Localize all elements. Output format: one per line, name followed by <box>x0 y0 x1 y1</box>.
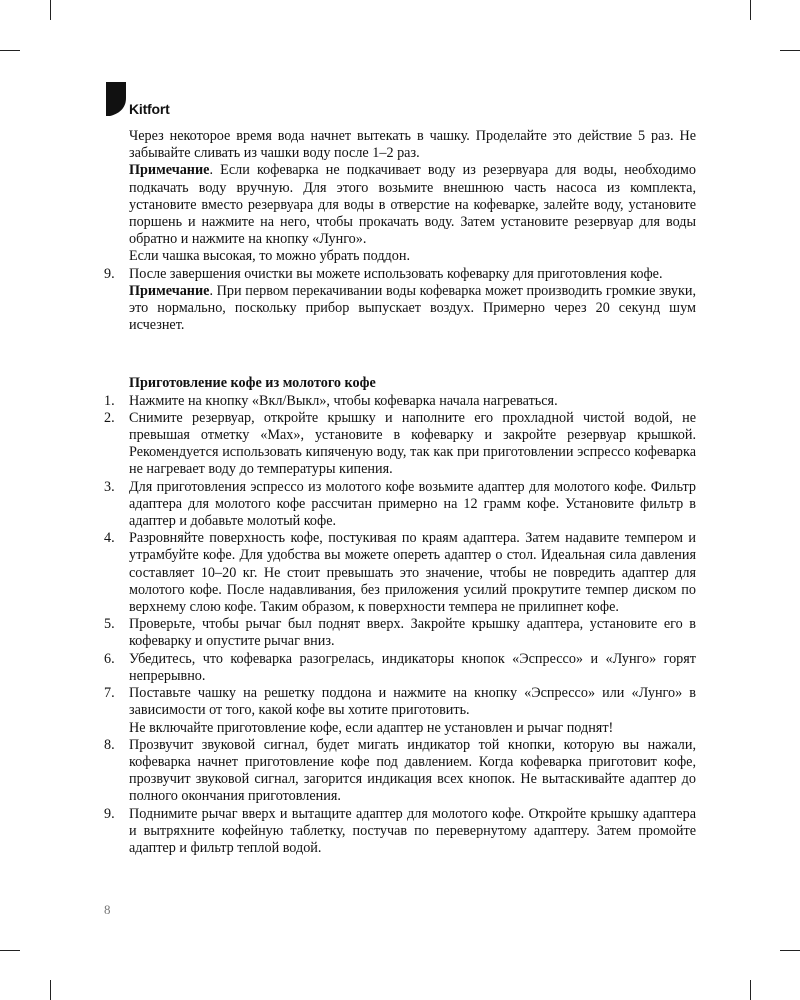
page-number: 8 <box>104 902 111 917</box>
note-label: Примечание <box>129 282 210 299</box>
list-item <box>104 479 696 531</box>
list-text: После завершения очистки вы можете использовать кофеварку для приготовления кофе. <box>129 265 663 282</box>
list-number: 1. <box>104 392 115 409</box>
list-item <box>104 266 696 283</box>
list-text: Разровняйте поверхность кофе, постукивая по краям адаптера. Затем надавите темпером и утрамбуйте кофе. Для удобства вы можете опереть адаптер о стол. Идеальная сила давления составляет 10–20 кг. Не стоит превышать это значение, чтобы не повредить адаптер для молотого кофе. После надавливания, без приложения усилий прокрутите темпер диском по верхнему слою кофе. Таким образом, к поверхности темпера не прилипнет кофе. <box>129 530 696 616</box>
list-item <box>104 806 696 858</box>
list-item <box>104 393 696 410</box>
document-body <box>104 128 696 857</box>
list-item <box>104 737 696 806</box>
warning-text: Не включайте приготовление кофе, если адаптер не установлен и рычаг поднят! <box>129 719 614 736</box>
list-number: 5. <box>104 616 115 633</box>
note-label: Примечание <box>129 162 210 179</box>
intro-paragraph: Через некоторое время вода начнет вытекать в чашку. Проделайте это действие 5 раз. Не забывайте сливать из чашки воду после 1–2 раз. <box>129 128 696 162</box>
list-number: 7. <box>104 685 115 702</box>
crop-mark <box>750 980 751 1000</box>
crop-mark <box>750 0 751 20</box>
crop-mark <box>0 50 20 51</box>
list-text: Поднимите рычаг вверх и вытащите адаптер для молотого кофе. Откройте крышку адаптера и вытряхните кофейную таблетку, постучав по перевернутому адаптеру. Затем промойте адаптер и фильтр теплой водой. <box>129 805 696 856</box>
note-text: . Если кофеварка не подкачивает воду из резервуара для воды, необходимо подкачать воду вручную. Для этого возьмите внешнюю часть насоса из комплекта, установите вместо резервуара для воды в отверстие на кофеварке, залейте воду, установите поршень и нажмите на него, чтобы прокачать воду. Затем установите резервуар для воды обратно и нажмите на кнопку «Лунго». <box>129 162 696 248</box>
crop-mark <box>0 950 20 951</box>
list-number: 3. <box>104 478 115 495</box>
list-number: 9. <box>104 805 115 822</box>
list-text: Прозвучит звуковой сигнал, будет мигать индикатор той кнопки, которую вы нажали, кофеварка начнет приготовление кофе под давлением. Когда кофеварка приготовит кофе, прозвучит звуковой сигнал, загорится индикация всех кнопок. Не вытаскивайте адаптер до полного окончания приготовления. <box>129 736 696 805</box>
crop-mark <box>780 50 800 51</box>
note-paragraph <box>104 283 696 335</box>
list-number: 2. <box>104 409 115 426</box>
intro-paragraph: Если чашка высокая, то можно убрать поддон. <box>129 248 410 265</box>
crop-mark <box>50 980 51 1000</box>
list-item <box>104 651 696 685</box>
list-text: Проверьте, чтобы рычаг был поднят вверх. Закройте крышку адаптера, установите его в кофеварку и опустите рычаг вниз. <box>129 616 696 650</box>
list-text: Для приготовления эспрессо из молотого кофе возьмите адаптер для молотого кофе. Фильтр адаптера для молотого кофе рассчитан примерно на 12 грамм кофе. Установите фильтр в адаптер и добавьте молотый кофе. <box>129 478 696 530</box>
list-number: 4. <box>104 530 115 547</box>
list-text: Нажмите на кнопку «Вкл/Выкл», чтобы кофеварка начала нагреваться. <box>129 392 558 409</box>
list-text: Поставьте чашку на решетку поддона и нажмите на кнопку «Эспрессо» или «Лунго» в зависимости от того, какой кофе вы хотите приготовить. <box>129 685 696 719</box>
list-number: 9. <box>104 265 115 282</box>
list-item <box>104 616 696 650</box>
crop-mark <box>50 0 51 20</box>
list-text: Убедитесь, что кофеварка разогрелась, индикаторы кнопок «Эспрессо» и «Лунго» горят непрерывно. <box>129 650 696 684</box>
brand-name: Kitfort <box>129 101 170 117</box>
note-text: . При первом перекачивании воды кофеварка может производить громкие звуки, это нормально, поскольку прибор выпускает воздух. Примерно через 20 секунд шум исчезнет. <box>129 282 696 334</box>
list-item <box>104 410 696 479</box>
list-item <box>104 530 696 616</box>
list-number: 8. <box>104 736 115 753</box>
note-paragraph <box>104 162 696 248</box>
list-text: Снимите резервуар, откройте крышку и наполните его прохладной чистой водой, не превышая отметку «Max», установите в кофеварку и закройте резервуар крышкой. Рекомендуется использовать кипяченую воду, так как при приготовлении эспрессо кофеварка не нагревает воду до температуры кипения. <box>129 409 696 478</box>
section-title: Приготовление кофе из молотого кофе <box>129 375 376 392</box>
kitfort-logo-icon <box>106 82 126 116</box>
brand-logo <box>106 82 170 116</box>
crop-mark <box>780 950 800 951</box>
list-number: 6. <box>104 650 115 667</box>
list-item <box>104 685 696 719</box>
